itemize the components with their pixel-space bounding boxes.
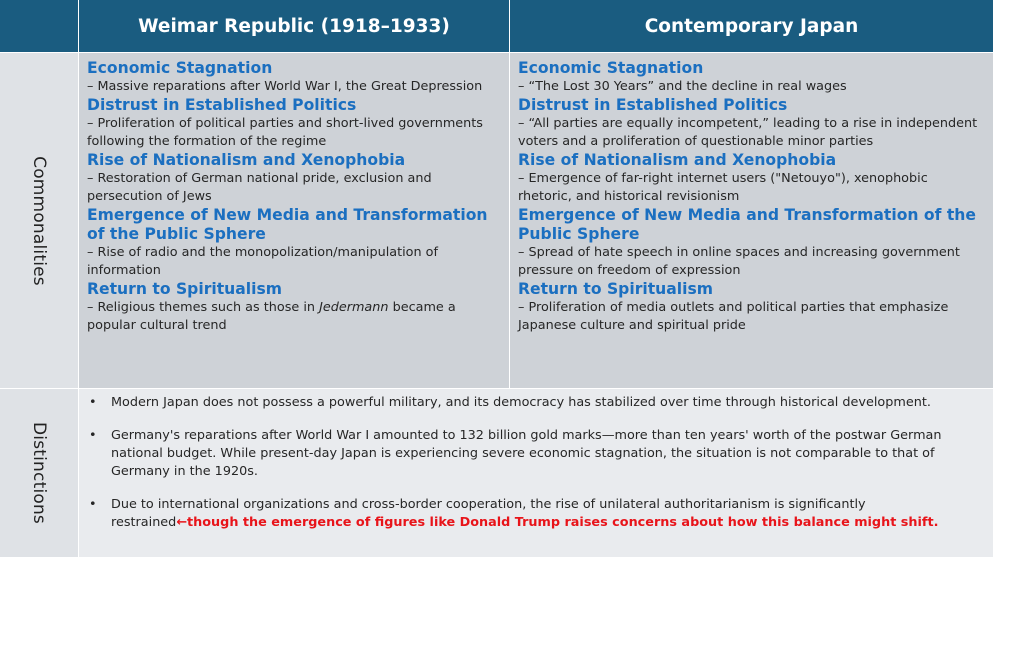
japan-entry-distrust-politics	[518, 96, 985, 151]
entry-heading: Distrust in Established Politics	[87, 96, 357, 114]
entry-heading: Return to Spiritualism	[87, 280, 283, 298]
entry-heading: Rise of Nationalism and Xenophobia	[87, 151, 406, 169]
weimar-entry-new-media	[87, 206, 501, 280]
weimar-entry-distrust-politics	[87, 96, 501, 151]
weimar-commonalities-cell	[79, 53, 509, 388]
distinction-text: Modern Japan does not possess a powerful military, and its democracy has stabilized over time through historical development.	[111, 395, 931, 410]
japan-entry-nationalism	[518, 151, 985, 206]
weimar-entry-nationalism	[87, 151, 501, 206]
japan-entry-spiritualism	[518, 280, 985, 335]
entry-detail: – Rise of radio and the monopolization/manipulation of information	[87, 245, 439, 278]
japan-entry-new-media	[518, 206, 985, 280]
bullet: •	[89, 428, 97, 443]
entry-heading: Rise of Nationalism and Xenophobia	[518, 151, 837, 169]
distinctions-list	[89, 394, 973, 532]
entry-heading: Emergence of New Media and Transformation of the Public Sphere	[518, 206, 976, 243]
distinction-item	[89, 496, 973, 532]
detail-text: became a popular cultural trend	[87, 300, 456, 333]
japan-commonalities-cell	[510, 53, 993, 388]
row-label-commonalities-cell	[0, 53, 78, 388]
entry-detail	[87, 299, 501, 335]
distinction-text: Germany's reparations after World War I amounted to 132 billion gold marks—more than ten years' worth of the postwar German national budget. While present-day Japan is experiencing severe economic stagnation, the situation is not comparable to that of Germany in the 1920s.	[111, 428, 942, 479]
bullet: •	[89, 395, 97, 410]
entry-heading: Distrust in Established Politics	[518, 96, 788, 114]
japan-entry-economic-stagnation	[518, 59, 985, 96]
entry-detail: – Emergence of far-right internet users ("Netouyo"), xenophobic rhetoric, and historical revisionism	[518, 171, 928, 204]
entry-detail: – “All parties are equally incompetent,” leading to a rise in independent voters and a proliferation of questionable minor parties	[518, 116, 978, 149]
entry-heading: Economic Stagnation	[87, 59, 273, 77]
distinctions-cell	[79, 389, 993, 557]
row-label-distinctions-cell	[0, 389, 78, 557]
entry-heading: Return to Spiritualism	[518, 280, 714, 298]
header-weimar-republic: Weimar Republic (1918–1933)	[79, 0, 509, 52]
bullet: •	[89, 497, 97, 512]
distinction-text: Due to international organizations and cross-border cooperation, the rise of unilateral authoritarianism is significantly restrained	[111, 497, 866, 530]
entry-heading: Economic Stagnation	[518, 59, 704, 77]
jedermann-title: Jedermann	[319, 300, 389, 315]
weimar-entry-economic-stagnation	[87, 59, 501, 96]
entry-detail: – “The Lost 30 Years” and the decline in real wages	[518, 79, 847, 94]
header-corner-cell	[0, 0, 78, 52]
entry-heading: Emergence of New Media and Transformation of the Public Sphere	[87, 206, 488, 243]
entry-detail: – Massive reparations after World War I, the Great Depression	[87, 79, 483, 94]
entry-detail: – Restoration of German national pride, exclusion and persecution of Jews	[87, 171, 432, 204]
row-label-commonalities: Commonalities	[29, 155, 49, 286]
entry-detail: – Spread of hate speech in online spaces and increasing government pressure on freedom of expression	[518, 245, 960, 278]
header-contemporary-japan: Contemporary Japan	[510, 0, 993, 52]
distinction-item	[89, 394, 973, 412]
weimar-entry-spiritualism	[87, 280, 501, 335]
entry-detail: – Proliferation of political parties and short-lived governments following the formation of the regime	[87, 116, 483, 149]
row-label-distinctions: Distinctions	[29, 421, 49, 525]
detail-text: – Religious themes such as those in	[87, 300, 320, 315]
trump-annotation: ←though the emergence of figures like Donald Trump raises concerns about how this balance might shift.	[176, 515, 939, 530]
entry-detail: – Proliferation of media outlets and political parties that emphasize Japanese culture and spiritual pride	[518, 300, 949, 333]
distinction-item	[89, 427, 973, 481]
